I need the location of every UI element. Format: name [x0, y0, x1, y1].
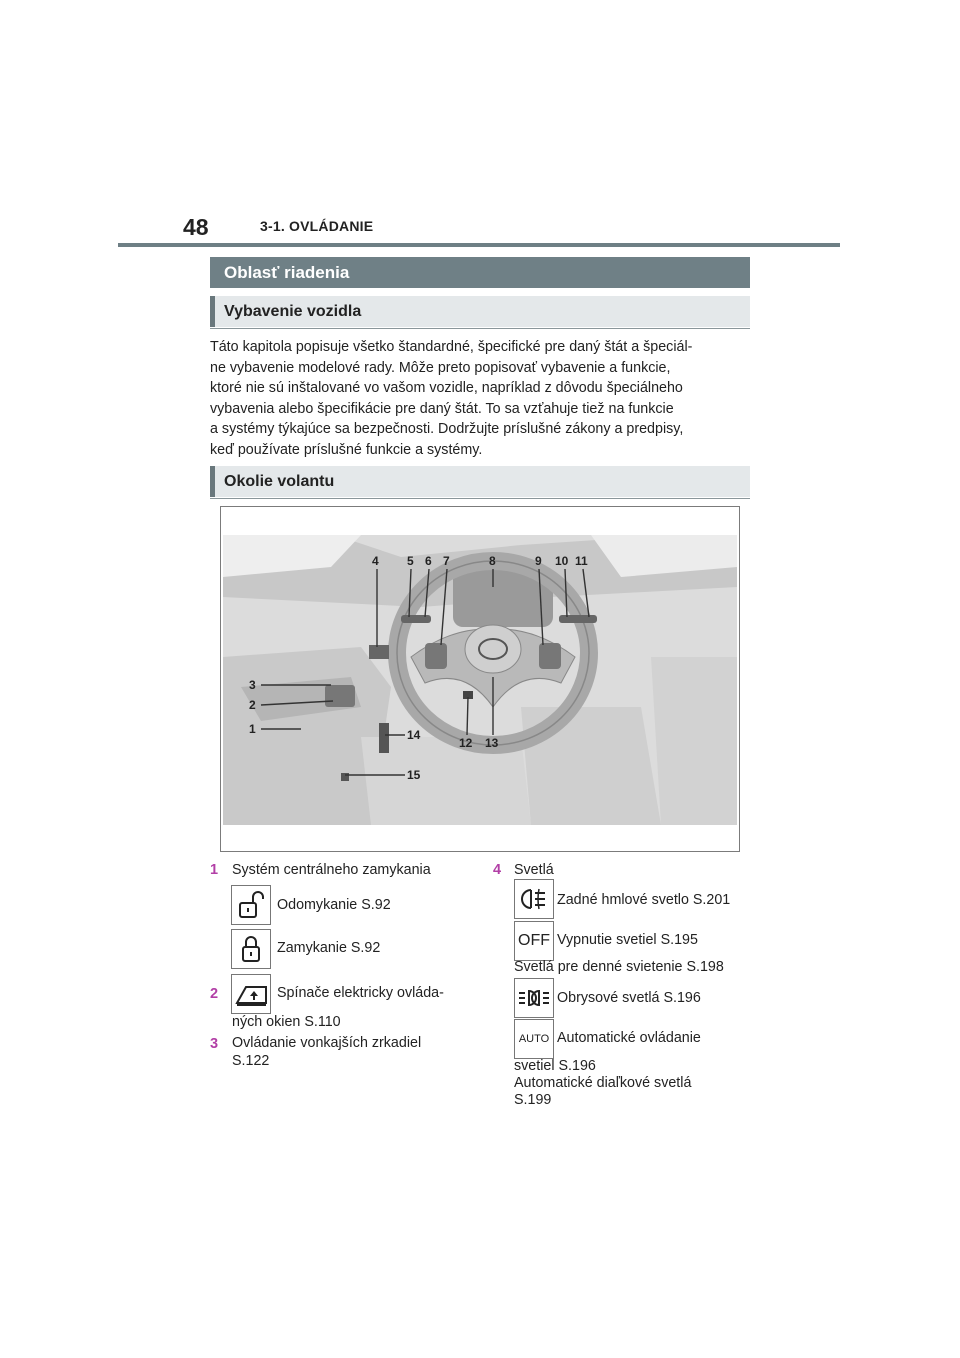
callout-label: 15	[407, 768, 421, 782]
item-3-label-line2: S.122	[232, 1053, 270, 1069]
off-icon-text: OFF	[518, 932, 550, 949]
auto-lights-label-line2: svetiel S.196	[514, 1058, 596, 1074]
lights-off-label: Vypnutie svetiel S.195	[557, 932, 698, 948]
list-item-2	[210, 985, 218, 1003]
callout-label: 14	[407, 728, 421, 742]
intro-line: vybavenia alebo špecifikácie pre daný štát. To sa vzťahuje tiež na funkcie	[210, 400, 674, 417]
power-window-icon	[231, 974, 271, 1014]
subheading-steering-area: Okolie volantu	[210, 466, 750, 497]
drl-label: Svetlá pre denné svietenie S.198	[514, 959, 724, 975]
lock-icon	[231, 929, 271, 969]
callout-label: 11	[575, 554, 588, 568]
item-2-label-line2: ných okien S.110	[232, 1014, 341, 1030]
parking-lights-icon	[514, 978, 554, 1018]
item-number: 4	[493, 862, 502, 878]
callout-label: 5	[407, 554, 414, 568]
intro-line: keď používate príslušné funkcie a systémy.	[210, 441, 483, 458]
callout-label: 8	[489, 554, 496, 568]
callout-label: 13	[485, 736, 499, 750]
intro-line: a systémy týkajúce sa bezpečnosti. Dodržujte príslušné zákony a predpisy,	[210, 421, 684, 437]
item-number: 1	[210, 862, 219, 878]
callout-label: 1	[249, 722, 256, 736]
item-2-label-line1: Spínače elektricky ovláda-	[277, 985, 444, 1001]
intro-line: Táto kapitola popisuje všetko štandardné, špecifické pre daný štát a špeciál-	[210, 339, 693, 355]
high-beam-label-line2: S.199	[514, 1092, 552, 1108]
intro-paragraph	[210, 337, 755, 460]
callout-label: 7	[443, 554, 450, 568]
item-number: 3	[210, 1036, 219, 1052]
fog-light-label: Zadné hmlové svetlo S.201	[557, 892, 731, 908]
item-3-label-line1: Ovládanie vonkajších zrkadiel	[232, 1035, 422, 1051]
list-item-1	[210, 861, 218, 879]
cockpit-drawing	[221, 507, 739, 851]
callout-label: 3	[249, 678, 256, 692]
item-number: 2	[210, 986, 219, 1002]
unlock-label: Odomykanie S.92	[277, 897, 391, 913]
callout-label: 9	[535, 554, 542, 568]
list-item-3	[210, 1035, 218, 1053]
section-heading: Oblasť riadenia	[210, 257, 750, 288]
auto-icon-text: AUTO	[518, 1033, 550, 1045]
high-beam-label-line1: Automatické diaľkové svetlá	[514, 1075, 692, 1091]
callout-label: 10	[555, 554, 569, 568]
callout-label: 12	[459, 736, 473, 750]
lock-label: Zamykanie S.92	[277, 940, 381, 956]
steering-area-illustration	[220, 506, 740, 852]
auto-lights-icon	[514, 1019, 554, 1059]
callout-label: 2	[249, 698, 256, 712]
item-4-label: Svetlá	[514, 862, 554, 878]
header-rule	[118, 243, 840, 247]
item-1-label: Systém centrálneho zamykania	[232, 862, 431, 878]
parking-lights-label: Obrysové svetlá S.196	[557, 990, 701, 1006]
chapter-title: 3-1. OVLÁDANIE	[260, 218, 374, 234]
intro-line: ne vybavenie modelové rady. Môže preto popisovať vybavenie a funkcie,	[210, 359, 671, 376]
list-item-4	[493, 861, 501, 879]
auto-lights-label-line1: Automatické ovládanie	[557, 1030, 701, 1046]
callout-label: 4	[372, 554, 379, 568]
rear-fog-light-icon	[514, 879, 554, 919]
page-number: 48	[183, 214, 209, 240]
callout-label: 6	[425, 554, 432, 568]
subheading-vehicle-equipment: Vybavenie vozidla	[210, 296, 750, 327]
intro-line: ktoré nie sú inštalované vo vašom vozidle, napríklad z dôvodu špeciálneho	[210, 380, 683, 396]
off-icon	[514, 921, 554, 961]
unlock-icon	[231, 885, 271, 925]
